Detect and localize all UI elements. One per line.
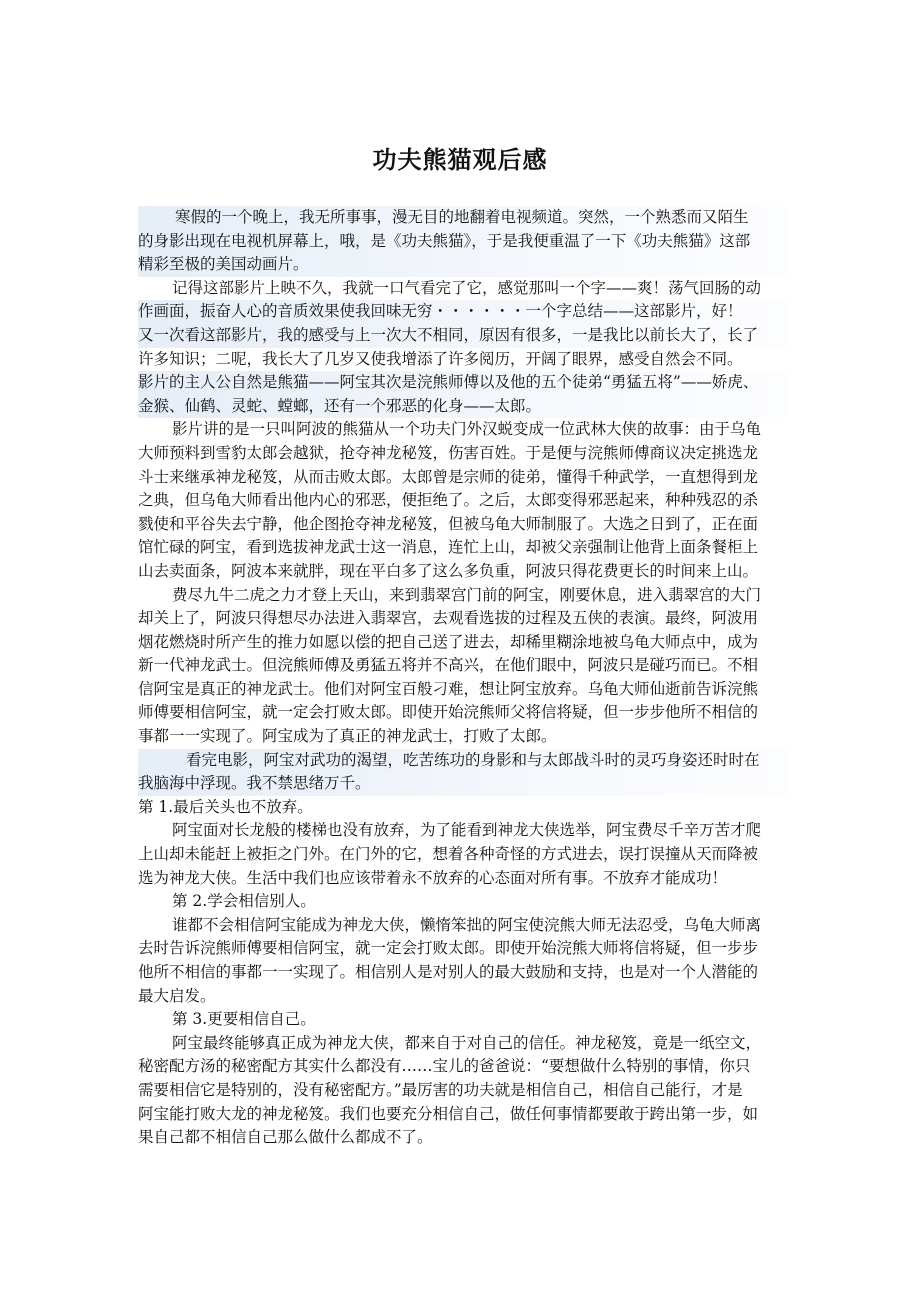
- text-line: 第 1.最后关头也不放弃。: [138, 797, 313, 816]
- text-line: 斗士来继承神龙秘笈，从而击败太郎。太郎曾是宗师的徒弟，懂得千种武学，一直想得到龙: [138, 467, 759, 486]
- text-line: 果自己都不相信自己那么做什么都成不了。: [138, 1128, 433, 1147]
- text-line: 信阿宝是真正的神龙武士。他们对阿宝百般刁难，想让阿宝放弃。乌龟大师仙逝前告诉浣熊: [138, 679, 759, 698]
- text-line: 事都一一实现了。阿宝成为了真正的神龙武士，打败了太郎。: [138, 727, 557, 746]
- text-line: 阿宝能打败大龙的神龙秘笈。我们也要充分相信自己，做任何事情都要敢于跨出第一步，如: [138, 1104, 759, 1123]
- text-line: 选为神龙大侠。生活中我们也应该带着永不放弃的心态面对所有事。不放弃才能成功！: [138, 868, 728, 887]
- text-line: 最大启发。: [138, 986, 216, 1005]
- document-body: [138, 206, 788, 1150]
- text-line: 第 3.更要相信自己。: [172, 1010, 316, 1029]
- text-line: 需要相信它是特别的，没有秘密配方。”最厉害的功夫就是相信自己，相信自己能行，才是: [138, 1080, 743, 1099]
- text-line: 作画面，振奋人心的音质效果使我回味无穷・・・・・・一个字总结——这部影片，好！: [138, 300, 788, 324]
- text-line: 大师预料到雪豹太郎会越狱，抢夺神龙秘笈，伤害百姓。于是便与浣熊师傅商议决定挑选龙: [138, 443, 759, 462]
- text-line: 谁都不会相信阿宝能成为神龙大侠，懒惰笨拙的阿宝使浣熊大师无法忍受，乌龟大师离: [172, 915, 762, 934]
- text-line: 影片讲的是一只叫阿波的熊猫从一个功夫门外汉蜕变成一位武林大侠的故事：由于乌龟: [172, 420, 762, 439]
- text-line: 寒假的一个晚上，我无所事事，漫无目的地翻着电视频道。突然，一个熟悉而又陌生: [138, 206, 788, 230]
- text-line: 山去卖面条，阿波本来就胖，现在平白多了这么多负重，阿波只得花费更长的时间来上山。: [138, 561, 759, 580]
- text-line: 之典，但乌龟大师看出他内心的邪恶，便拒绝了。之后，太郎变得邪恶起来，种种残忍的杀: [138, 491, 759, 510]
- text-line: 去时告诉浣熊师傅要相信阿宝，就一定会打败太郎。即使开始浣熊大师将信将疑，但一步步: [138, 939, 759, 958]
- text-line: 影片的主人公自然是熊猫——阿宝其次是浣熊师傅以及他的五个徒弟“勇猛五将”——娇虎、: [138, 371, 788, 395]
- text-line: 费尽九牛二虎之力才登上天山，来到翡翠宫门前的阿宝，刚要休息，进入翡翠宫的大门: [172, 585, 762, 604]
- text-line: 又一次看这部影片，我的感受与上一次大不相同，原因有很多，一是我比以前长大了，长了: [138, 324, 788, 348]
- text-line: 我脑海中浮现。我不禁思绪万千。: [138, 772, 788, 796]
- text-line: 师傅要相信阿宝，就一定会打败太郎。即使开始浣熊师父将信将疑，但一步步他所不相信的: [138, 703, 759, 722]
- text-line: 阿宝最终能够真正成为神龙大侠，都来自于对自己的信任。神龙秘笈，竟是一纸空文，: [172, 1033, 762, 1052]
- text-line: 新一代神龙武士。但浣熊师傅及勇猛五将并不高兴，在他们眼中，阿波只是碰巧而已。不相: [138, 656, 759, 675]
- text-line: 第 2.学会相信别人。: [172, 892, 316, 911]
- text-line: 许多知识；二呢，我长大了几岁又使我增添了许多阅历，开阔了眼界，感受自然会不同。: [138, 349, 743, 368]
- text-line: 看完电影，阿宝对武功的渴望，吃苦练功的身影和与太郎战斗时的灵巧身姿还时时在: [138, 749, 788, 773]
- text-line: 精彩至极的美国动画片。: [138, 253, 788, 277]
- text-line: 他所不相信的事都一一实现了。相信别人是对别人的最大鼓励和支持，也是对一个人潜能的: [138, 963, 759, 981]
- document-title: 功夫熊猫观后感: [372, 146, 548, 174]
- text-line: 记得这部影片上映不久，我就一口气看完了它，感觉那叫一个字——爽！荡气回肠的动: [172, 278, 762, 297]
- text-line: 却关上了，阿波只得想尽办法进入翡翠宫，去观看选拔的过程及五侠的表演。最终，阿波用: [138, 609, 759, 628]
- text-line: 馆忙碌的阿宝，看到选拔神龙武士这一消息，连忙上山，却被父亲强制让他背上面条餐柜上: [138, 538, 759, 557]
- text-line: 戮使和平谷失去宁静，他企图抢夺神龙秘笈，但被乌龟大师制服了。大选之日到了，正在面: [138, 514, 759, 533]
- text-line: 烟花燃烧时所产生的推力如愿以偿的把自己送了进去，却稀里糊涂地被乌龟大师点中，成为: [138, 632, 759, 651]
- text-line: 的身影出现在电视机屏幕上，哦，是《功夫熊猫》，于是我便重温了一下《功夫熊猫》这部: [138, 230, 788, 254]
- text-line: 上山却未能赶上被拒之门外。在门外的它，想着各种奇怪的方式进去，误打误撞从天而降被: [138, 845, 759, 864]
- text-line: 秘密配方汤的秘密配方其实什么都没有……宝儿的爸爸说：“要想做什么特别的事情，你只: [138, 1057, 751, 1076]
- text-line: 阿宝面对长龙般的楼梯也没有放弃，为了能看到神龙大侠选举，阿宝费尽千辛万苦才爬: [172, 821, 762, 840]
- text-line: 金猴、仙鹤、灵蛇、螳螂，还有一个邪恶的化身——太郎。: [138, 395, 788, 419]
